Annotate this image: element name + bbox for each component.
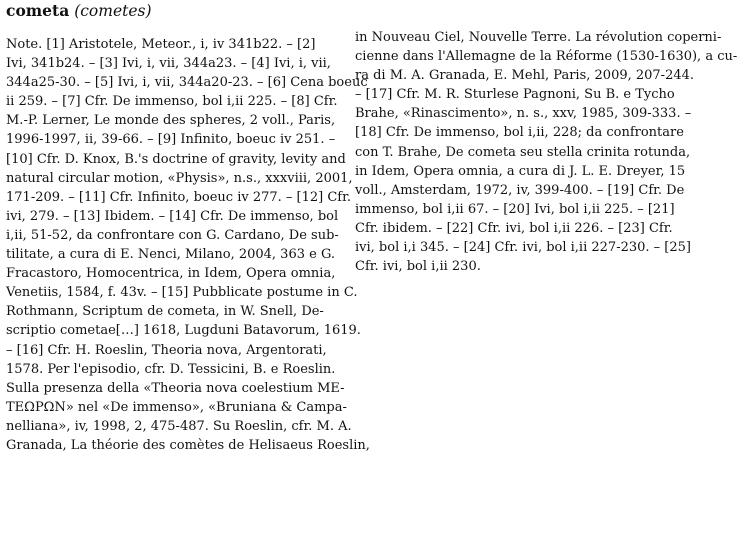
note-line: immenso, bol i,ii 67. – [20] Ivi, bol i,ii 225. – [21] xyxy=(355,201,675,217)
note-line: nelliana», iv, 1998, 2, 475-487. Su Roeslin, cfr. M. A. xyxy=(6,418,352,434)
note-line: tilitate, a cura di E. Nenci, Milano, 2004, 363 e G. xyxy=(6,247,336,263)
note-line: Granada, La théorie des comètes de Helisaeus Roeslin, xyxy=(6,437,370,453)
note-line: cienne dans l'Allemagne de la Réforme (1530-1630), a cu- xyxy=(355,49,737,65)
note-line: Sulla presenza della «Theoria nova coelestium ME- xyxy=(6,380,345,396)
note-line: – [16] Cfr. H. Roeslin, Theoria nova, Argentorati, xyxy=(6,342,327,358)
note-line: TEΩΡΩN» nel «De immenso», «Bruniana & Campa- xyxy=(6,399,347,415)
note-line: Ivi, 341b24. – [3] Ivi, i, vii, 344a23. – [4] Ivi, i, vii, xyxy=(6,56,331,72)
note-line: Cfr. ibidem. – [22] Cfr. ivi, bol i,ii 226. – [23] Cfr. xyxy=(355,220,673,236)
note-line: M.-P. Lerner, Le monde des spheres, 2 voll., Paris, xyxy=(6,113,336,129)
note-line: Brahe, «Rinascimento», n. s., xxv, 1985, 309-333. – xyxy=(355,106,692,122)
notes-right-column xyxy=(355,28,737,276)
note-line: 171-209. – [11] Cfr. Infinito, boeuc iv 277. – [12] Cfr. xyxy=(6,189,352,205)
note-line: i,ii, 51-52, da confrontare con G. Cardano, De sub- xyxy=(6,227,339,243)
note-line: [18] Cfr. De immenso, bol i,ii, 228; da confrontare xyxy=(355,125,684,141)
note-line: 344a25-30. – [5] Ivi, i, vii, 344a20-23. – [6] Cena boeuc xyxy=(6,75,368,91)
note-line: voll., Amsterdam, 1972, iv, 399-400. – [19] Cfr. De xyxy=(355,182,685,198)
note-line: 1578. Per l'episodio, cfr. D. Tessicini, B. e Roeslin. xyxy=(6,361,336,377)
note-line: in Idem, Opera omnia, a cura di J. L. E. Dreyer, 15 xyxy=(355,163,686,179)
note-line: Cfr. ivi, bol i,ii 230. xyxy=(355,259,481,275)
note-line: Venetiis, 1584, f. 43v. – [15] Pubblicate postume in C. xyxy=(6,285,358,301)
note-line: ivi, 279. – [13] Ibidem. – [14] Cfr. De immenso, bol xyxy=(6,208,339,224)
entry-title xyxy=(6,2,152,20)
headword-variant: (cometes) xyxy=(74,2,152,20)
note-line: Fracastoro, Homocentrica, in Idem, Opera omnia, xyxy=(6,266,336,282)
note-line: con T. Brahe, De cometa seu stella crinita rotunda, xyxy=(355,144,691,160)
note-line: in Nouveau Ciel, Nouvelle Terre. La révolution coperni- xyxy=(355,30,722,45)
note-line: Note. [1] Aristotele, Meteor., i, iv 341b22. – [2] xyxy=(6,37,316,52)
headword: cometa xyxy=(6,1,70,20)
note-line: 1996-1997, ii, 39-66. – [9] Infinito, boeuc iv 251. – xyxy=(6,132,336,148)
note-line: ii 259. – [7] Cfr. De immenso, bol i,ii 225. – [8] Cfr. xyxy=(6,94,338,110)
notes-left-column xyxy=(6,35,370,455)
note-line: ra di M. A. Granada, E. Mehl, Paris, 2009, 207-244. xyxy=(355,68,695,84)
note-line: [10] Cfr. D. Knox, B.'s doctrine of gravity, levity and xyxy=(6,151,346,167)
note-line: natural circular motion, «Physis», n.s., xxxviii, 2001, xyxy=(6,170,353,186)
note-line: – [17] Cfr. M. R. Sturlese Pagnoni, Su B. e Tycho xyxy=(355,87,675,103)
note-line: ivi, bol i,i 345. – [24] Cfr. ivi, bol i,ii 227-230. – [25] xyxy=(355,240,691,256)
note-line: scriptio cometae[…] 1618, Lugduni Batavorum, 1619. xyxy=(6,323,361,339)
note-line: Rothmann, Scriptum de cometa, in W. Snell, De- xyxy=(6,304,324,320)
